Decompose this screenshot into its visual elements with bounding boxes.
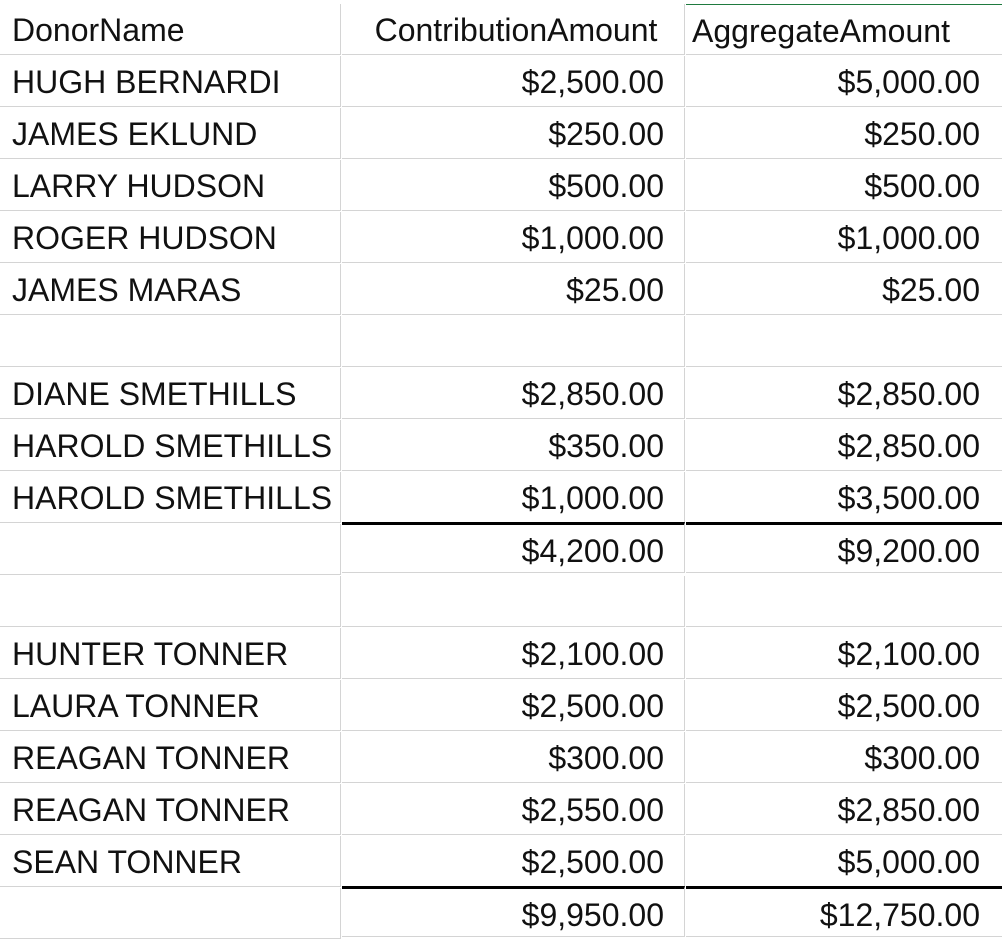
contribution-cell[interactable]: $350.00 <box>342 420 685 471</box>
donor-name-cell[interactable] <box>0 888 341 939</box>
donor-name-cell[interactable] <box>0 316 341 367</box>
aggregate-cell[interactable]: $3,500.00 <box>686 472 1002 523</box>
donor-name-cell[interactable]: REAGAN TONNER <box>0 784 341 835</box>
table-row <box>0 212 1002 264</box>
table-row <box>0 420 1002 472</box>
donor-name-cell[interactable]: HUGH BERNARDI <box>0 56 341 107</box>
donor-name-cell[interactable]: ROGER HUDSON <box>0 212 341 263</box>
donor-name-cell[interactable]: SEAN TONNER <box>0 836 341 887</box>
contribution-cell[interactable]: $25.00 <box>342 264 685 315</box>
contribution-cell[interactable]: $2,500.00 <box>342 56 685 107</box>
aggregate-cell[interactable]: $1,000.00 <box>686 212 1002 263</box>
aggregate-cell[interactable]: $500.00 <box>686 160 1002 211</box>
table-row <box>0 264 1002 316</box>
contribution-cell[interactable]: $1,000.00 <box>342 212 685 263</box>
donor-name-cell[interactable]: LAURA TONNER <box>0 680 341 731</box>
contribution-cell[interactable]: $300.00 <box>342 732 685 783</box>
subtotal-aggregate-cell[interactable]: $9,200.00 <box>686 522 1002 573</box>
aggregate-cell[interactable]: $2,850.00 <box>686 784 1002 835</box>
donor-name-cell[interactable]: DIANE SMETHILLS <box>0 368 341 419</box>
aggregate-cell[interactable]: $250.00 <box>686 108 1002 159</box>
contribution-cell[interactable]: $2,850.00 <box>342 368 685 419</box>
donor-name-cell[interactable]: HAROLD SMETHILLS <box>0 472 341 523</box>
table-row <box>0 680 1002 732</box>
aggregate-cell[interactable]: $2,850.00 <box>686 420 1002 471</box>
aggregate-cell[interactable] <box>686 576 1002 627</box>
donor-name-cell[interactable]: HUNTER TONNER <box>0 628 341 679</box>
table-row <box>0 732 1002 784</box>
donor-name-cell[interactable]: LARRY HUDSON <box>0 160 341 211</box>
total-row <box>0 888 1002 940</box>
donor-name-cell[interactable]: REAGAN TONNER <box>0 732 341 783</box>
header-aggregate-amount[interactable]: AggregateAmount <box>686 4 1002 55</box>
aggregate-cell[interactable]: $5,000.00 <box>686 836 1002 887</box>
aggregate-cell[interactable]: $2,500.00 <box>686 680 1002 731</box>
table-row <box>0 628 1002 680</box>
contribution-cell[interactable]: $1,000.00 <box>342 472 685 523</box>
aggregate-cell[interactable] <box>686 316 1002 367</box>
aggregate-cell[interactable]: $5,000.00 <box>686 56 1002 107</box>
aggregate-cell[interactable]: $2,850.00 <box>686 368 1002 419</box>
table-row <box>0 784 1002 836</box>
table-row <box>0 836 1002 888</box>
contribution-cell[interactable]: $2,550.00 <box>342 784 685 835</box>
subtotal-row <box>0 524 1002 576</box>
contribution-cell[interactable] <box>342 576 685 627</box>
table-row <box>0 160 1002 212</box>
aggregate-cell[interactable]: $2,100.00 <box>686 628 1002 679</box>
table-row <box>0 368 1002 420</box>
subtotal-contribution-cell[interactable]: $4,200.00 <box>342 522 685 573</box>
aggregate-cell[interactable]: $25.00 <box>686 264 1002 315</box>
contribution-cell[interactable]: $250.00 <box>342 108 685 159</box>
empty-row <box>0 576 1002 628</box>
donor-name-cell[interactable] <box>0 524 341 575</box>
header-contribution-amount[interactable]: ContributionAmount <box>342 4 685 55</box>
table-row <box>0 56 1002 108</box>
contribution-cell[interactable]: $2,500.00 <box>342 836 685 887</box>
contribution-cell[interactable]: $500.00 <box>342 160 685 211</box>
donor-name-cell[interactable]: JAMES MARAS <box>0 264 341 315</box>
donor-name-cell[interactable] <box>0 576 341 627</box>
total-aggregate-cell[interactable]: $12,750.00 <box>686 886 1002 937</box>
donor-name-cell[interactable]: HAROLD SMETHILLS <box>0 420 341 471</box>
contribution-cell[interactable]: $2,100.00 <box>342 628 685 679</box>
table-row <box>0 108 1002 160</box>
contribution-cell[interactable] <box>342 316 685 367</box>
total-contribution-cell[interactable]: $9,950.00 <box>342 886 685 937</box>
header-row <box>0 4 1002 56</box>
table-row <box>0 472 1002 524</box>
donor-name-cell[interactable]: JAMES EKLUND <box>0 108 341 159</box>
empty-row <box>0 316 1002 368</box>
header-donor-name[interactable]: DonorName <box>0 4 341 55</box>
aggregate-cell[interactable]: $300.00 <box>686 732 1002 783</box>
contribution-cell[interactable]: $2,500.00 <box>342 680 685 731</box>
